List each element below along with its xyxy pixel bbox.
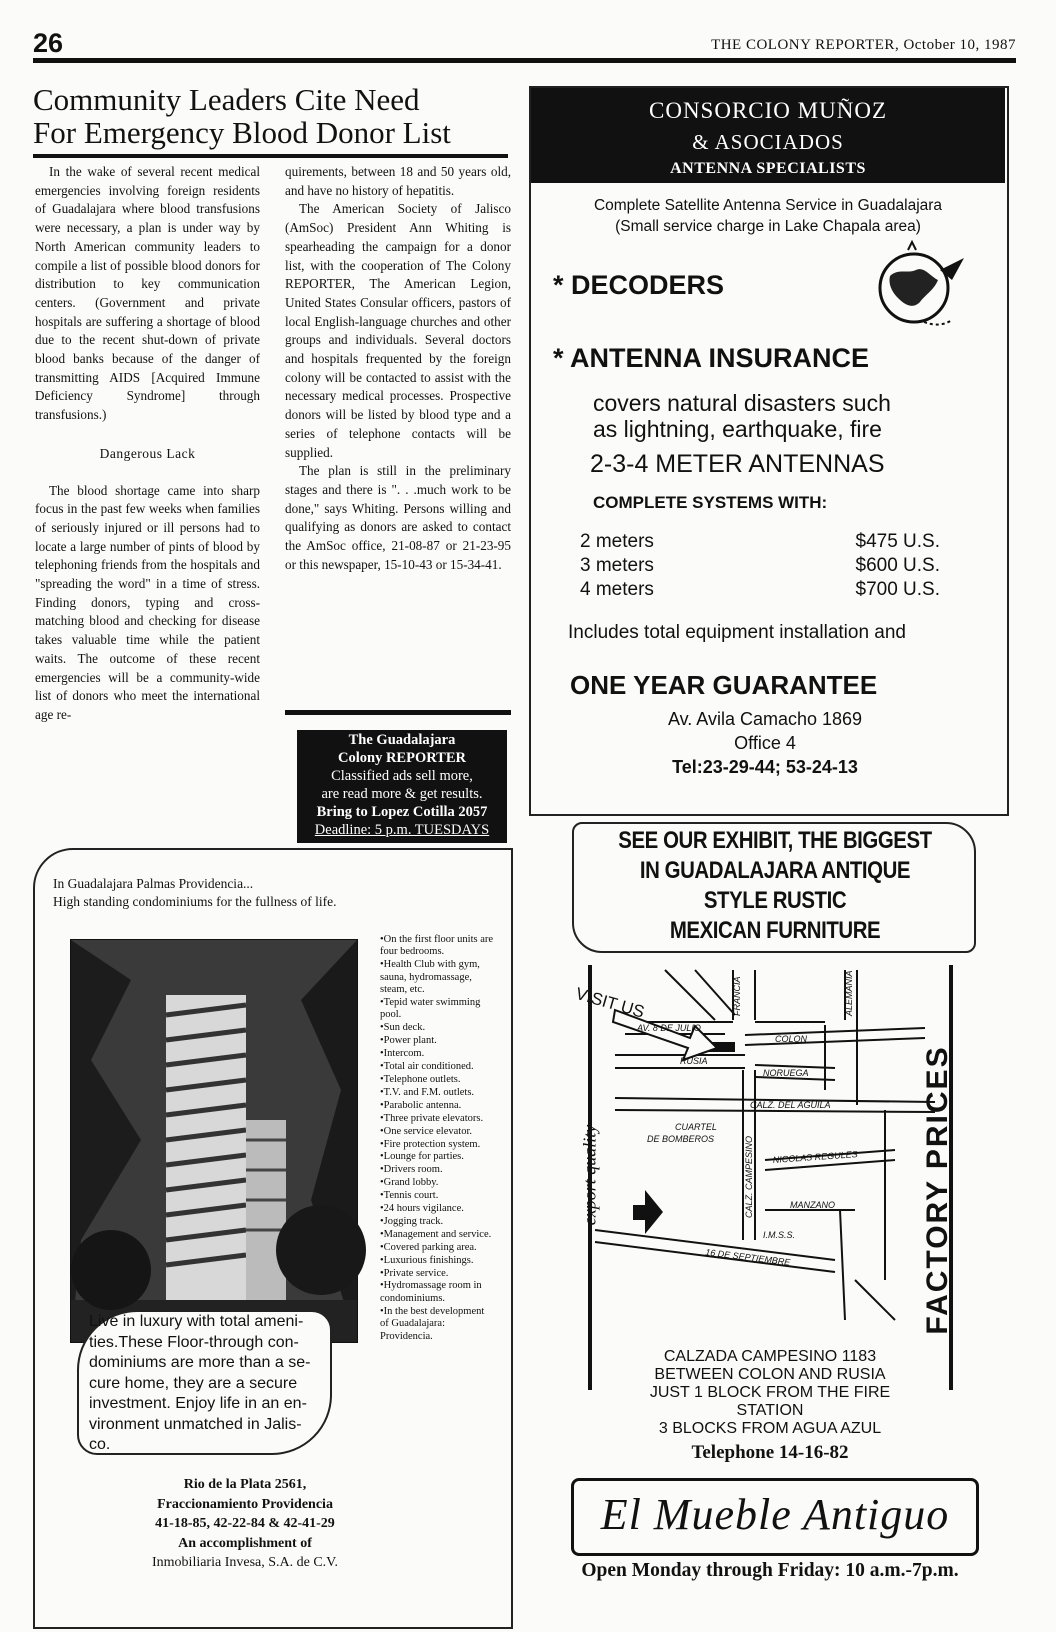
bubble-line: Live in luxury with total ameni- [89, 1313, 304, 1330]
feature-item: •Health Club with gym, sauna, hydromassage, steam, etc. [380, 959, 480, 996]
insurance-label: * ANTENNA INSURANCE [553, 343, 870, 373]
coverage-line: as lightning, earthquake, fire [593, 416, 882, 442]
map-label: CALZ. CAMPESINO [744, 1135, 754, 1218]
visit-us-label: VISIT US [573, 984, 647, 1022]
furniture-address-line: STATION [736, 1402, 804, 1419]
antenna-address [600, 707, 930, 779]
decoders-label: * DECODERS [553, 270, 725, 300]
address-line: Av. Avila Camacho 1869 [667, 709, 863, 729]
map-label: CALZ. DEL AGUILA [750, 1100, 831, 1110]
map-label: RUSIA [680, 1056, 708, 1066]
bubble-line: cure home, they are a secure [89, 1374, 298, 1392]
article-paragraph: The American Society of Jalisco (AmSoc) President Ann Whiting is spearheading the campaign for a donor list, with the cooperation of The Colony REPORTER, The American Legion, United States Consular officers, pastors of local English-language churches and other groups and individuals. Several doctors and hospitals frequented by the foreign colony will be contacted to assist with the necessary medical processes. Prospective donors will be listed by blood type and a series of telephone contacts will be supplied. [285, 201, 511, 460]
classified-ads-box [297, 730, 507, 843]
feature-item: •On the first floor units are four bedrooms. [380, 934, 494, 958]
furniture-address-line: BETWEEN COLON AND RUSIA [654, 1366, 886, 1383]
store-name-frame [571, 1478, 979, 1556]
page-number: 26 [33, 28, 64, 58]
bubble-line: investment. Enjoy life in an en- [89, 1395, 307, 1412]
furniture-address-line: JUST 1 BLOCK FROM THE FIRE [649, 1384, 891, 1401]
map-labels [636, 970, 858, 1267]
guarantee-label: ONE YEAR GUARANTEE [570, 670, 878, 700]
running-head: THE COLONY REPORTER, October 10, 1987 [711, 37, 1016, 53]
article-subhead: Dangerous Lack [99, 445, 196, 461]
price-list [580, 530, 940, 602]
condo-speech-bubble [77, 1310, 332, 1455]
article-headline [33, 83, 503, 149]
furniture-address [600, 1348, 940, 1438]
condo-phones: 41-18-85, 42-22-84 & 42-41-29 [155, 1516, 335, 1531]
map-label: MANZANO [790, 1200, 835, 1210]
furniture-headline-line: MEXICAN FURNITURE [669, 917, 881, 944]
headline-rule [33, 154, 508, 158]
headline-line-1: Community Leaders Cite Need [33, 82, 420, 117]
map-label: 16 DE SEPTIEMBRE [704, 1247, 791, 1268]
condo-building-photo [70, 939, 358, 1343]
map-label: NICOLAS REGULES [772, 1149, 858, 1165]
furniture-address-line: CALZADA CAMPESINO 1183 [663, 1348, 877, 1365]
antenna-ad-header [531, 88, 1005, 183]
condo-ad-heading [53, 875, 336, 911]
service-line: (Small service charge in Lake Chapala area) [615, 218, 921, 235]
export-quality-text: export quality [579, 1124, 600, 1226]
feature-item: •Covered parking area. [380, 1241, 477, 1253]
insurance-coverage [593, 390, 891, 442]
furniture-telephone: Telephone 14-16-82 [691, 1442, 849, 1463]
feature-item: •Fire protection system. [380, 1138, 481, 1150]
globe-icon [868, 240, 966, 332]
condo-neighborhood: Fraccionamiento Providencia [157, 1496, 333, 1512]
bubble-line: vironment unmatched in Jalis- [89, 1415, 302, 1433]
bubble-line: ties.These Floor-through con- [89, 1333, 299, 1351]
bubble-line: dominiums are more than a se- [89, 1354, 311, 1371]
price-size: 2 meters [580, 531, 654, 552]
article-column-2 [285, 163, 511, 574]
antenna-service [531, 195, 1005, 237]
condo-address: Rio de la Plata 2561, [183, 1477, 307, 1492]
map-label: CUARTEL [675, 1122, 717, 1132]
feature-item: •Three private elevators. [380, 1112, 484, 1124]
condo-heading-line: High standing condominiums for the fullness of life. [53, 894, 337, 909]
condo-footer [70, 1475, 420, 1573]
map-label: AV. 8 DE JULIO [637, 1023, 701, 1033]
company-tagline: ANTENNA SPECIALISTS [670, 160, 866, 177]
article-paragraph: quirements, between 18 and 50 years old, and have no history of hepatitis. [285, 164, 511, 198]
feature-item: •Sun deck. [380, 1022, 426, 1034]
feature-item: •Tepid water swimming pool. [380, 997, 481, 1021]
price-size: 3 meters [580, 555, 654, 576]
factory-prices-text: FACTORY PRICES [921, 1045, 954, 1335]
article-paragraph: The plan is still in the preliminary stages and there is ". . .much work to be done," says Whiting. Persons willing and qualifying as donors are asked to contact the AmSoc office, 21-08-87 or 21-23-95 or this newspaper, 15-10-43 or 15-34-41. [285, 463, 511, 572]
feature-item: •24 hours vigilance. [380, 1203, 464, 1215]
coverage-line: covers natural disasters such [593, 390, 891, 416]
classified-line: The Guadalajara [348, 732, 456, 748]
map-label: NORUEGA [763, 1068, 809, 1078]
feature-item: •One service elevator. [380, 1125, 473, 1137]
headline-line-2: For Emergency Blood Donor List [33, 115, 451, 150]
feature-item: •Parabolic antenna. [380, 1099, 462, 1111]
antenna-telephone: Tel:23-29-44; 53-24-13 [672, 757, 858, 777]
furniture-headline [609, 826, 941, 946]
address-line: Office 4 [734, 733, 796, 753]
feature-item: •Intercom. [380, 1048, 425, 1060]
installation-note: Includes total equipment installation and [568, 622, 907, 643]
map-label: DE BOMBEROS [647, 1134, 715, 1144]
price-value: $600 U.S. [855, 555, 940, 576]
feature-item: •Power plant. [380, 1035, 437, 1047]
feature-item: •T.V. and F.M. outlets. [380, 1086, 475, 1098]
article-paragraph: The blood shortage came into sharp focus in the past few weeks when families of seriously injured or ill persons had to locate a large number of pints of blood by telephoning friends from the hospitals and "spreading the word" in a time of stress. Finding donors, typing and cross-matching blood and checking for disease takes valuable time while the patient waits. The outcome of these recent emergencies will be a community-wide list of donors who meet the international age re- [35, 482, 260, 722]
feature-item: •Grand lobby. [380, 1177, 439, 1189]
feature-item: •Drivers room. [380, 1164, 443, 1176]
feature-item: •In the best development of Guadalajara: Providencia. [380, 1305, 485, 1342]
map-label: FRANCIA [732, 976, 742, 1016]
antenna-sizes: 2-3-4 METER ANTENNAS [590, 450, 885, 478]
map-label: I.M.S.S. [763, 1230, 796, 1240]
price-row [580, 554, 940, 578]
top-rule [33, 58, 1016, 63]
store-hours: Open Monday through Friday: 10 a.m.-7p.m. [581, 1560, 959, 1581]
price-row [580, 530, 940, 554]
feature-item: •Luxurious finishings. [380, 1254, 474, 1266]
complete-systems-label: COMPLETE SYSTEMS WITH: [593, 493, 828, 512]
price-value: $475 U.S. [855, 531, 940, 552]
condo-heading-line: In Guadalajara Palmas Providencia... [53, 876, 254, 891]
condo-accomplishment: An accomplishment of [178, 1535, 312, 1551]
furniture-address-line: 3 BLOCKS FROM AGUA AZUL [658, 1420, 882, 1437]
building-illustration [71, 940, 357, 1342]
direction-arrow-icon [633, 1190, 663, 1234]
price-size: 4 meters [580, 579, 654, 600]
feature-item: •Tennis court. [380, 1190, 439, 1202]
condo-developer: Inmobiliaria Invesa, S.A. de C.V. [152, 1555, 338, 1570]
feature-item: •Private service. [380, 1267, 449, 1279]
feature-item: •Management and service. [380, 1228, 492, 1240]
feature-item: •Hydromassage room in condominiums. [380, 1280, 482, 1304]
classified-rule [285, 710, 511, 715]
classified-line: Bring to Lopez Cotilla 2057 [316, 804, 488, 820]
classified-deadline: Deadline: 5 p.m. TUESDAYS [314, 822, 490, 838]
feature-item: •Jogging track. [380, 1215, 444, 1227]
service-line: Complete Satellite Antenna Service in Guadalajara [593, 197, 943, 214]
condo-features-list [380, 934, 495, 1344]
furniture-headline-line: STYLE RUSTIC [703, 887, 847, 914]
classified-line: Classified ads sell more, [331, 768, 473, 784]
map-label: ALEMANIA [844, 970, 854, 1016]
map-label: COLON [775, 1034, 808, 1044]
feature-item: •Lounge for parties. [380, 1151, 464, 1163]
classified-line: Colony REPORTER [338, 750, 466, 766]
classified-line: are read more & get results. [321, 786, 483, 802]
feature-item: •Total air conditioned. [380, 1061, 474, 1073]
bubble-line: co. [89, 1436, 111, 1453]
article-column-1 [35, 163, 260, 725]
company-name: CONSORCIO MUÑOZ [649, 98, 887, 123]
furniture-headline-line: SEE OUR EXHIBIT, THE BIGGEST [618, 827, 932, 854]
store-name: El Mueble Antiguo [600, 1490, 950, 1539]
company-name-2: & ASOCIADOS [692, 130, 844, 154]
furniture-headline-line: IN GUADALAJARA ANTIQUE [639, 857, 911, 884]
price-value: $700 U.S. [855, 579, 940, 600]
article-paragraph: In the wake of several recent medical emergencies involving foreign residents of Guadalajara where blood transfusions were necessary, a plan is under way by North American community leaders to compile a list of possible blood donors for distribution to key communication centers. (Government and private hospitals are suffering a shortage of blood due to the recent shut-down of private blood banks because of the danger of transmitting AIDS [Acquired Immune Deficiency Syndrome] through transfusions.) [35, 164, 260, 423]
feature-item: •Telephone outlets. [380, 1073, 461, 1085]
price-row [580, 578, 940, 602]
